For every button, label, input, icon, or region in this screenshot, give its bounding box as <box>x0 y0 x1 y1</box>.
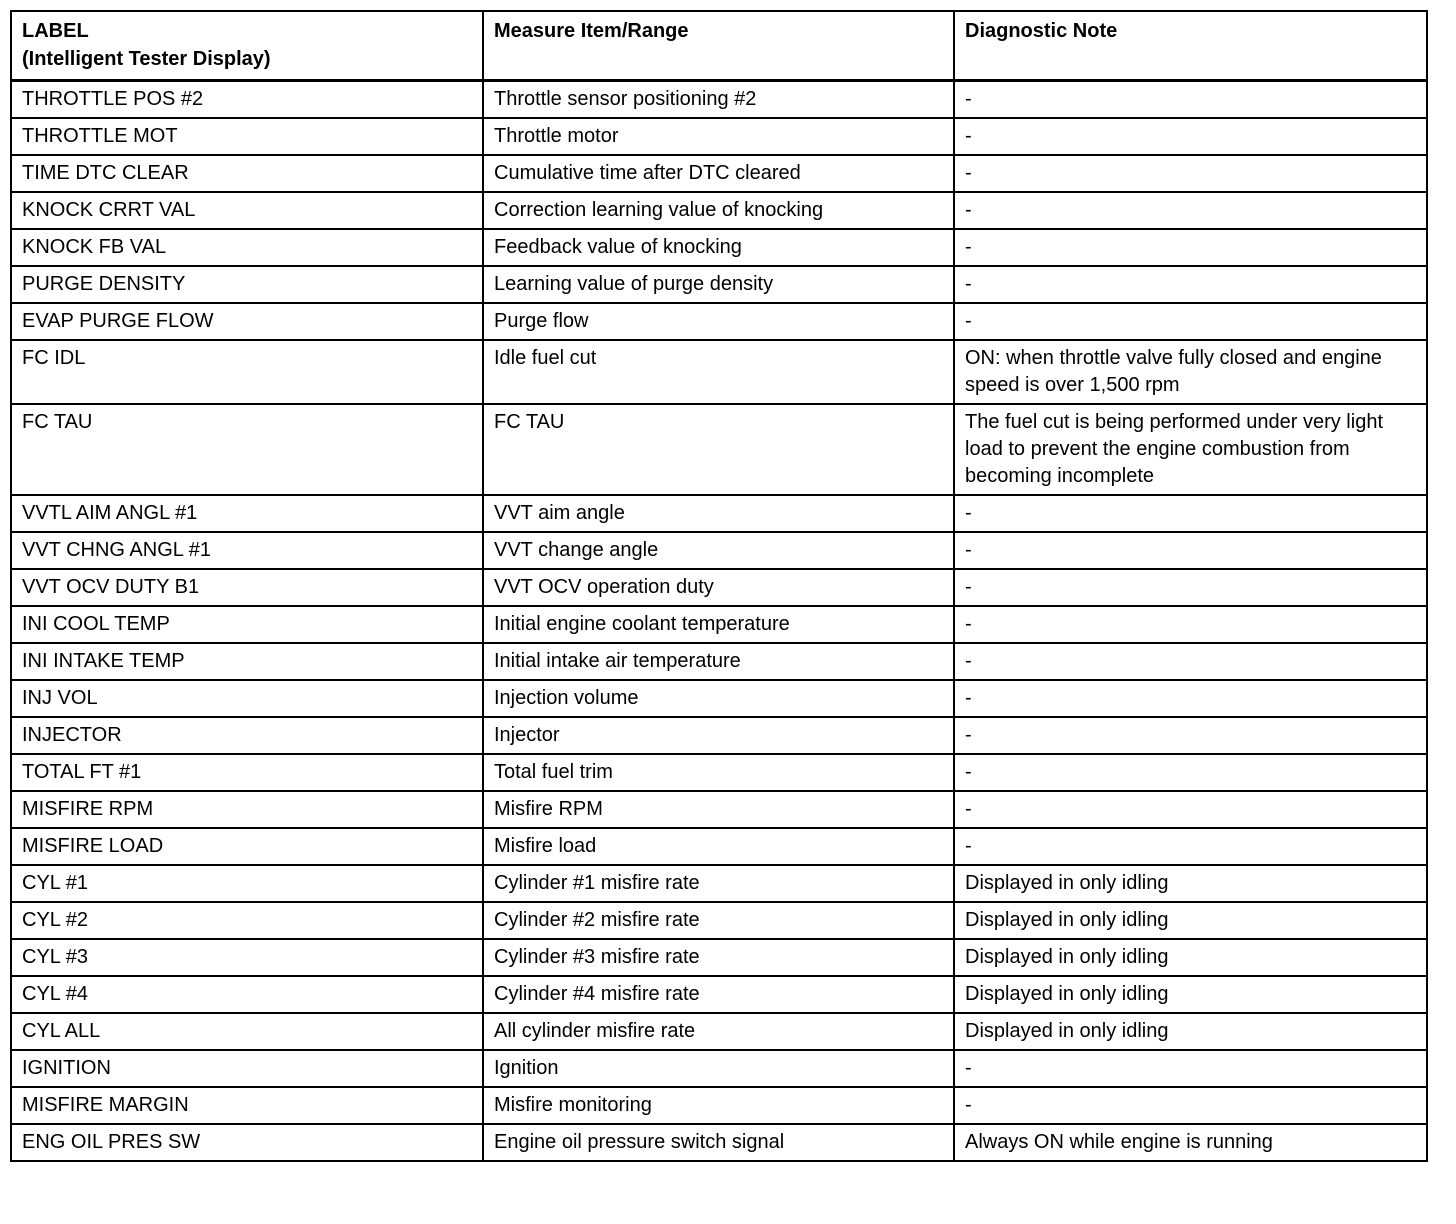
cell-measure: Ignition <box>483 1050 954 1087</box>
cell-measure: Cylinder #4 misfire rate <box>483 976 954 1013</box>
cell-measure: Cylinder #1 misfire rate <box>483 865 954 902</box>
table-row <box>11 791 1427 828</box>
cell-note: - <box>954 569 1427 606</box>
table-row <box>11 495 1427 532</box>
cell-measure: Feedback value of knocking <box>483 229 954 266</box>
table-row <box>11 1013 1427 1050</box>
table-row <box>11 404 1427 495</box>
table-row <box>11 155 1427 192</box>
cell-measure: Correction learning value of knocking <box>483 192 954 229</box>
cell-note: - <box>954 754 1427 791</box>
cell-measure: Injection volume <box>483 680 954 717</box>
table-row <box>11 1124 1427 1161</box>
cell-note: - <box>954 155 1427 192</box>
table-row <box>11 1050 1427 1087</box>
cell-measure: Purge flow <box>483 303 954 340</box>
cell-note: - <box>954 828 1427 865</box>
table-row <box>11 569 1427 606</box>
cell-label: IGNITION <box>11 1050 483 1087</box>
cell-note: - <box>954 680 1427 717</box>
cell-note: - <box>954 1087 1427 1124</box>
table-row <box>11 865 1427 902</box>
cell-label: TIME DTC CLEAR <box>11 155 483 192</box>
cell-label: THROTTLE MOT <box>11 118 483 155</box>
cell-note: Displayed in only idling <box>954 939 1427 976</box>
cell-measure: Cylinder #3 misfire rate <box>483 939 954 976</box>
cell-note: - <box>954 606 1427 643</box>
table-row <box>11 754 1427 791</box>
cell-measure: VVT OCV operation duty <box>483 569 954 606</box>
cell-label: CYL #3 <box>11 939 483 976</box>
cell-label: ENG OIL PRES SW <box>11 1124 483 1161</box>
cell-measure: FC TAU <box>483 404 954 495</box>
cell-note: Displayed in only idling <box>954 1013 1427 1050</box>
cell-note: Displayed in only idling <box>954 902 1427 939</box>
table-row <box>11 828 1427 865</box>
cell-label: THROTTLE POS #2 <box>11 81 483 119</box>
cell-measure: Cumulative time after DTC cleared <box>483 155 954 192</box>
table-row <box>11 939 1427 976</box>
cell-note: Displayed in only idling <box>954 976 1427 1013</box>
table-header-row <box>11 11 1427 81</box>
table-row <box>11 266 1427 303</box>
table-row <box>11 902 1427 939</box>
table-row <box>11 229 1427 266</box>
table-row <box>11 643 1427 680</box>
cell-note: - <box>954 81 1427 119</box>
cell-label: CYL #1 <box>11 865 483 902</box>
table-row <box>11 976 1427 1013</box>
cell-label: PURGE DENSITY <box>11 266 483 303</box>
cell-label: INJ VOL <box>11 680 483 717</box>
cell-label: TOTAL FT #1 <box>11 754 483 791</box>
cell-measure: Injector <box>483 717 954 754</box>
cell-measure: VVT change angle <box>483 532 954 569</box>
cell-measure: All cylinder misfire rate <box>483 1013 954 1050</box>
cell-measure: Throttle sensor positioning #2 <box>483 81 954 119</box>
cell-label: CYL #2 <box>11 902 483 939</box>
cell-label: EVAP PURGE FLOW <box>11 303 483 340</box>
cell-note: Displayed in only idling <box>954 865 1427 902</box>
cell-note: - <box>954 791 1427 828</box>
table-row <box>11 340 1427 404</box>
cell-label: MISFIRE RPM <box>11 791 483 828</box>
cell-note: - <box>954 192 1427 229</box>
cell-measure: Total fuel trim <box>483 754 954 791</box>
cell-measure: Misfire RPM <box>483 791 954 828</box>
table-row <box>11 118 1427 155</box>
cell-note: - <box>954 717 1427 754</box>
data-list-table <box>10 10 1428 1162</box>
header-note: Diagnostic Note <box>954 11 1427 81</box>
cell-measure: Throttle motor <box>483 118 954 155</box>
cell-note: - <box>954 229 1427 266</box>
cell-measure: Learning value of purge density <box>483 266 954 303</box>
cell-label: MISFIRE MARGIN <box>11 1087 483 1124</box>
table-row <box>11 680 1427 717</box>
cell-note: Always ON while engine is running <box>954 1124 1427 1161</box>
table-row <box>11 303 1427 340</box>
cell-note: - <box>954 495 1427 532</box>
cell-note: - <box>954 266 1427 303</box>
cell-measure: Misfire monitoring <box>483 1087 954 1124</box>
cell-note: - <box>954 643 1427 680</box>
table-row <box>11 606 1427 643</box>
header-label-line2: (Intelligent Tester Display) <box>22 48 271 70</box>
cell-measure: Engine oil pressure switch signal <box>483 1124 954 1161</box>
header-label <box>11 11 483 81</box>
table-row <box>11 717 1427 754</box>
cell-label: VVT OCV DUTY B1 <box>11 569 483 606</box>
table-row <box>11 192 1427 229</box>
data-list-table-container <box>10 10 1426 1162</box>
cell-label: VVTL AIM ANGL #1 <box>11 495 483 532</box>
cell-measure: Misfire load <box>483 828 954 865</box>
cell-note: The fuel cut is being performed under very light load to prevent the engine combustion from becoming incomplete <box>954 404 1427 495</box>
cell-note: ON: when throttle valve fully closed and engine speed is over 1,500 rpm <box>954 340 1427 404</box>
table-row <box>11 81 1427 119</box>
table-row <box>11 1087 1427 1124</box>
cell-measure: Idle fuel cut <box>483 340 954 404</box>
cell-label: KNOCK CRRT VAL <box>11 192 483 229</box>
cell-label: FC IDL <box>11 340 483 404</box>
cell-measure: Initial intake air temperature <box>483 643 954 680</box>
table-row <box>11 532 1427 569</box>
cell-label: KNOCK FB VAL <box>11 229 483 266</box>
cell-label: FC TAU <box>11 404 483 495</box>
cell-label: INI COOL TEMP <box>11 606 483 643</box>
cell-measure: Initial engine coolant temperature <box>483 606 954 643</box>
cell-label: MISFIRE LOAD <box>11 828 483 865</box>
cell-label: INJECTOR <box>11 717 483 754</box>
cell-note: - <box>954 303 1427 340</box>
cell-measure: Cylinder #2 misfire rate <box>483 902 954 939</box>
cell-measure: VVT aim angle <box>483 495 954 532</box>
cell-label: VVT CHNG ANGL #1 <box>11 532 483 569</box>
cell-label: CYL ALL <box>11 1013 483 1050</box>
cell-note: - <box>954 532 1427 569</box>
header-measure: Measure Item/Range <box>483 11 954 81</box>
cell-label: CYL #4 <box>11 976 483 1013</box>
header-label-line1: LABEL <box>22 20 89 42</box>
cell-label: INI INTAKE TEMP <box>11 643 483 680</box>
cell-note: - <box>954 118 1427 155</box>
cell-note: - <box>954 1050 1427 1087</box>
